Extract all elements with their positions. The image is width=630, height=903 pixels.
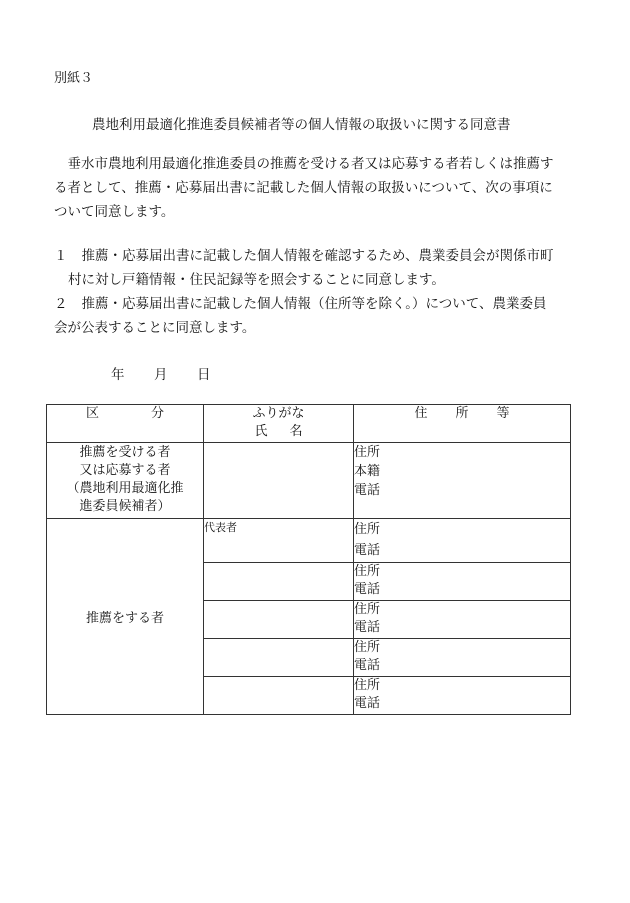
item-number: １ bbox=[54, 248, 68, 264]
date-year: 年 bbox=[111, 367, 125, 383]
representative-label: 代表者 bbox=[204, 521, 237, 534]
field-label: 電話 bbox=[354, 582, 381, 597]
field-label: 電話 bbox=[354, 543, 381, 558]
recommender-name-cell[interactable] bbox=[204, 639, 354, 677]
document-title: 農地利用最適化推進委員候補者等の個人情報の取扱いに関する同意書 bbox=[92, 117, 511, 133]
recommender-address-cell[interactable] bbox=[354, 601, 571, 639]
consent-item-2 bbox=[54, 292, 546, 340]
attachment-label: 別紙３ bbox=[54, 71, 94, 86]
header-furigana: ふりがな bbox=[252, 406, 305, 421]
recommender-name-cell[interactable] bbox=[204, 677, 354, 715]
intro-paragraph bbox=[54, 152, 554, 224]
field-label: 電話 bbox=[354, 483, 381, 498]
header-address-char: 等 bbox=[496, 406, 510, 421]
recommender-address-cell[interactable] bbox=[354, 677, 571, 715]
header-category-char: 分 bbox=[151, 406, 165, 421]
candidate-address-cell[interactable] bbox=[354, 443, 571, 519]
field-label: 住所 bbox=[354, 564, 381, 579]
header-name-char: 氏 bbox=[254, 424, 268, 439]
header-name-char: 名 bbox=[289, 424, 303, 439]
header-address-char: 所 bbox=[455, 406, 469, 421]
candidate-name-cell[interactable] bbox=[204, 443, 354, 519]
field-label: 電話 bbox=[354, 658, 381, 673]
recommender-row bbox=[47, 519, 571, 563]
item-line: 村に対し戸籍情報・住民記録等を照会することに同意します。 bbox=[68, 272, 445, 288]
intro-line: 垂水市農地利用最適化推進委員の推薦を受ける者又は応募する者若しくは推薦す bbox=[54, 156, 554, 172]
date-day: 日 bbox=[197, 367, 211, 383]
category-line: （農地利用最適化推 bbox=[66, 481, 184, 496]
field-label: 電話 bbox=[354, 620, 381, 635]
field-label: 住所 bbox=[354, 640, 381, 655]
recommender-address-cell[interactable] bbox=[354, 563, 571, 601]
field-label: 住所 bbox=[354, 522, 381, 537]
item-line: 会が公表することに同意します。 bbox=[54, 320, 256, 336]
header-category bbox=[47, 405, 204, 443]
header-address bbox=[354, 405, 571, 443]
candidate-category bbox=[47, 443, 204, 519]
field-label: 本籍 bbox=[354, 464, 381, 479]
field-label: 住所 bbox=[354, 602, 381, 617]
category-line: 又は応募する者 bbox=[79, 463, 171, 478]
consent-item-1 bbox=[54, 244, 553, 292]
category-line: 推薦を受ける者 bbox=[79, 445, 171, 460]
candidate-row bbox=[47, 443, 571, 519]
category-line: 進委員候補者） bbox=[79, 499, 171, 514]
recommender-address-cell[interactable] bbox=[354, 519, 571, 563]
header-address-char: 住 bbox=[414, 406, 428, 421]
recommender-category: 推薦をする者 bbox=[47, 519, 204, 715]
item-line: 推薦・応募届出書に記載した個人情報を確認するため、農業委員会が関係市町 bbox=[81, 248, 554, 264]
recommender-name-cell[interactable] bbox=[204, 519, 354, 563]
field-label: 住所 bbox=[354, 445, 381, 460]
recommender-name-cell[interactable] bbox=[204, 601, 354, 639]
intro-line: ついて同意します。 bbox=[54, 204, 175, 220]
field-label: 電話 bbox=[354, 696, 381, 711]
recommender-address-cell[interactable] bbox=[354, 639, 571, 677]
header-category-char: 区 bbox=[85, 406, 99, 421]
item-number: ２ bbox=[54, 296, 68, 312]
table-header-row bbox=[47, 405, 571, 443]
item-line: 推薦・応募届出書に記載した個人情報（住所等を除く。）について、農業委員 bbox=[81, 296, 547, 312]
intro-line: る者として、推薦・応募届出書に記載した個人情報の取扱いについて、次の事項に bbox=[54, 180, 553, 196]
recommender-name-cell[interactable] bbox=[204, 563, 354, 601]
field-label: 住所 bbox=[354, 678, 381, 693]
date-month: 月 bbox=[154, 367, 168, 383]
consent-form-table bbox=[46, 404, 571, 715]
header-name bbox=[204, 405, 354, 443]
